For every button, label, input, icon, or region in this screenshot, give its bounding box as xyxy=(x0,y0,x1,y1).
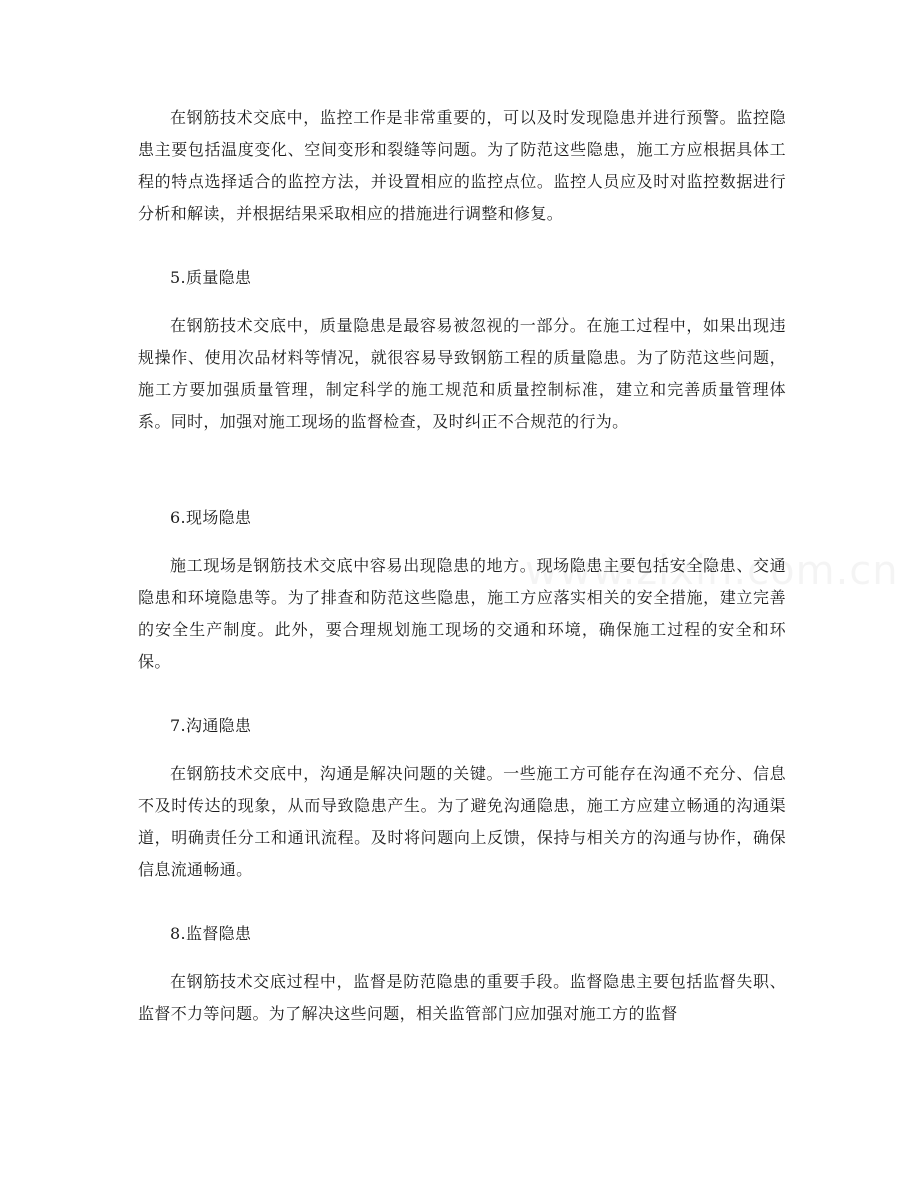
paragraph-quality-hazards: 在钢筋技术交底中，质量隐患是最容易被忽视的一部分。在施工过程中，如果出现违规操作、使用次品材料等情况，就很容易导致钢筋工程的质量隐患。为了防范这些问题，施工方要加强质量管理，制定科学的施工规范和质量控制标准，建立和完善质量管理体系。同时，加强对施工现场的监督检查，及时纠正不合规范的行为。 xyxy=(138,316,786,431)
paragraph-supervision-hazards: 在钢筋技术交底过程中，监督是防范隐患的重要手段。监督隐患主要包括监督失职、监督不力等问题。为了解决这些问题，相关监管部门应加强对施工方的监督 xyxy=(138,972,786,1023)
paragraph-communication-hazards: 在钢筋技术交底中，沟通是解决问题的关键。一些施工方可能存在沟通不充分、信息不及时传达的现象，从而导致隐患产生。为了避免沟通隐患，施工方应建立畅通的沟通渠道，明确责任分工和通讯流程。及时将问题向上反馈，保持与相关方的沟通与协作，确保信息流通畅通。 xyxy=(138,764,786,879)
paragraph-site-hazards: 施工现场是钢筋技术交底中容易出现隐患的地方。现场隐患主要包括安全隐患、交通隐患和环境隐患等。为了排查和防范这些隐患，施工方应落实相关的安全措施，建立完善的安全生产制度。此外，要合理规划施工现场的交通和环境，确保施工过程的安全和环保。 xyxy=(138,556,786,671)
watermark xyxy=(525,548,899,594)
heading-supervision-hazards: 8.监督隐患 xyxy=(170,924,252,943)
heading-communication-hazards: 7.沟通隐患 xyxy=(170,716,252,735)
heading-quality-hazards: 5.质量隐患 xyxy=(170,268,252,287)
heading-site-hazards: 6.现场隐患 xyxy=(170,508,252,527)
paragraph-monitoring: 在钢筋技术交底中，监控工作是非常重要的，可以及时发现隐患并进行预警。监控隐患主要包括温度变化、空间变形和裂缝等问题。为了防范这些隐患，施工方应根据具体工程的特点选择适合的监控方法，并设置相应的监控点位。监控人员应及时对监控数据进行分析和解读，并根据结果采取相应的措施进行调整和修复。 xyxy=(138,108,786,223)
